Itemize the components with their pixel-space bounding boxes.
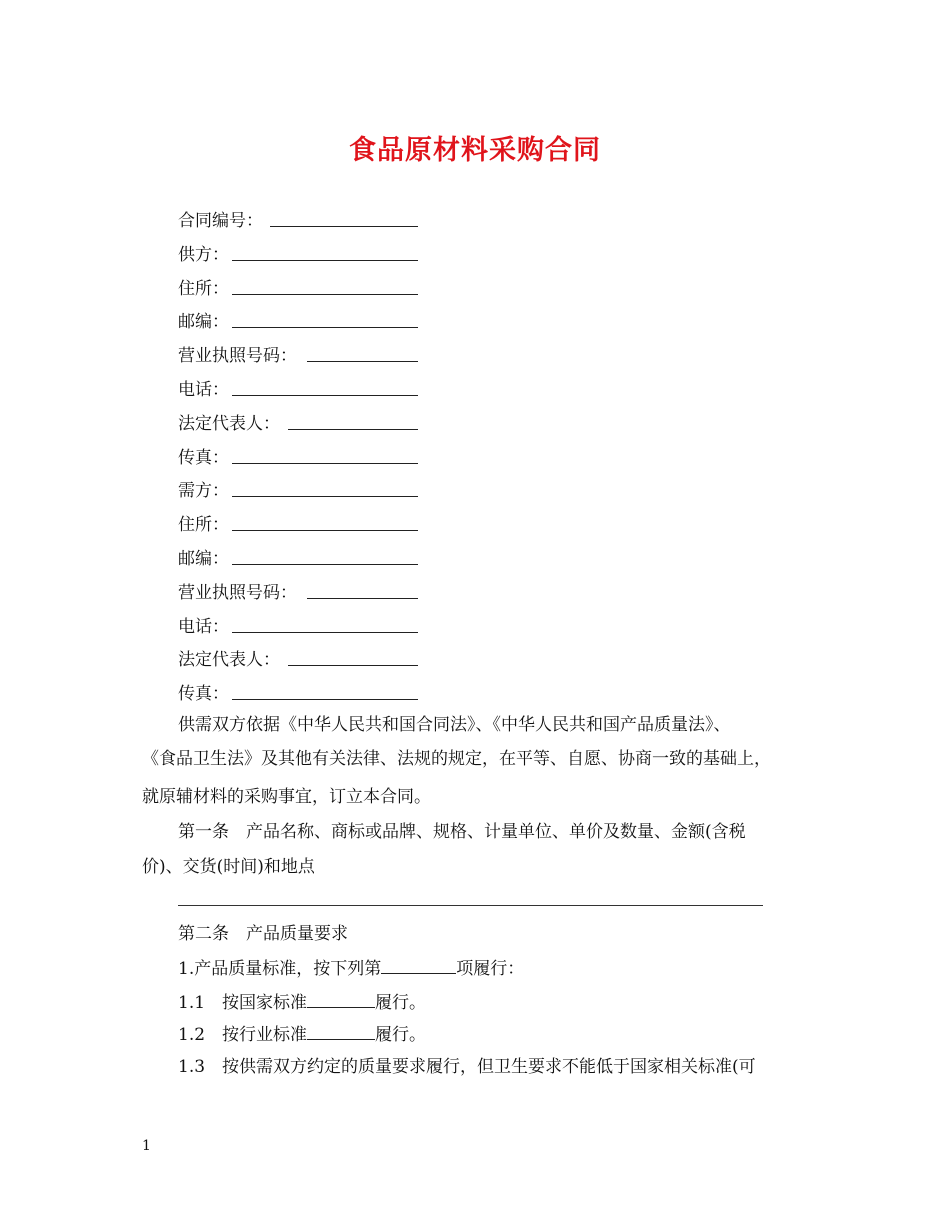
form-field-label: 需方： bbox=[178, 481, 229, 501]
quality-standard-blank[interactable] bbox=[381, 955, 456, 974]
form-field-blank[interactable] bbox=[232, 699, 418, 700]
industry-standard-text: 1.2 按行业标准 bbox=[178, 1025, 308, 1045]
form-field-label: 住所： bbox=[178, 279, 229, 299]
article-1-line-2: 价)、交货(时间)和地点 bbox=[142, 857, 315, 877]
form-field-label: 营业执照号码： bbox=[178, 583, 297, 603]
form-field-blank[interactable] bbox=[270, 226, 418, 227]
form-field-row bbox=[178, 512, 229, 538]
form-field-label: 法定代表人： bbox=[178, 650, 280, 670]
intro-line-3: 就原辅材料的采购事宜，订立本合同。 bbox=[142, 787, 431, 807]
page-number: 1 bbox=[142, 1138, 151, 1154]
form-field-blank[interactable] bbox=[232, 564, 418, 565]
article-1-line-1: 第一条 产品名称、商标或品牌、规格、计量单位、单价及数量、金额(含税 bbox=[178, 822, 746, 842]
quality-standard-text: 1.产品质量标准，按下列第 bbox=[178, 959, 382, 979]
form-field-blank[interactable] bbox=[232, 294, 418, 295]
quality-standard-text-end: 项履行： bbox=[456, 959, 525, 979]
form-field-label: 电话： bbox=[178, 380, 229, 400]
form-field-blank[interactable] bbox=[288, 429, 418, 430]
industry-standard-blank[interactable] bbox=[307, 1021, 375, 1040]
form-field-blank[interactable] bbox=[307, 361, 418, 362]
form-field-blank[interactable] bbox=[232, 496, 418, 497]
form-field-row bbox=[178, 478, 229, 504]
document-title: 食品原材料采购合同 bbox=[349, 135, 601, 166]
form-field-row bbox=[178, 377, 229, 403]
form-field-label: 合同编号： bbox=[178, 211, 263, 231]
form-field-blank[interactable] bbox=[232, 463, 418, 464]
intro-line-1: 供需双方依据《中华人民共和国合同法》、《中华人民共和国产品质量法》、 bbox=[178, 715, 731, 735]
form-field-label: 法定代表人： bbox=[178, 414, 280, 434]
form-field-row bbox=[178, 647, 280, 673]
form-field-label: 住所： bbox=[178, 515, 229, 535]
form-field-blank[interactable] bbox=[232, 395, 418, 396]
intro-line-2: 《食品卫生法》及其他有关法律、法规的规定，在平等、自愿、协商一致的基础上， bbox=[142, 749, 771, 769]
form-field-label: 传真： bbox=[178, 448, 229, 468]
form-field-label: 邮编： bbox=[178, 549, 229, 569]
form-field-row bbox=[178, 343, 297, 369]
form-field-row bbox=[178, 411, 280, 437]
national-standard-blank[interactable] bbox=[307, 989, 375, 1008]
form-field-row bbox=[178, 580, 297, 606]
quality-standard-item bbox=[178, 955, 524, 982]
national-standard-text: 1.1 按国家标准 bbox=[178, 993, 308, 1013]
industry-standard-item bbox=[178, 1021, 426, 1048]
form-field-label: 邮编： bbox=[178, 312, 229, 332]
form-field-blank[interactable] bbox=[232, 530, 418, 531]
agreed-standard-item: 1.3 按供需双方约定的质量要求履行，但卫生要求不能低于国家相关标准(可 bbox=[178, 1057, 756, 1077]
form-field-row bbox=[178, 208, 263, 234]
form-field-row bbox=[178, 276, 229, 302]
form-field-label: 传真： bbox=[178, 684, 229, 704]
form-field-row bbox=[178, 681, 229, 707]
form-field-row bbox=[178, 614, 229, 640]
national-standard-item bbox=[178, 989, 426, 1016]
form-field-blank[interactable] bbox=[232, 632, 418, 633]
article-2-heading: 第二条 产品质量要求 bbox=[178, 924, 348, 944]
form-field-label: 电话： bbox=[178, 617, 229, 637]
industry-standard-text-end: 履行。 bbox=[375, 1025, 427, 1045]
form-field-label: 营业执照号码： bbox=[178, 346, 297, 366]
form-field-row bbox=[178, 546, 229, 572]
form-field-label: 供方： bbox=[178, 245, 229, 265]
form-field-blank[interactable] bbox=[307, 598, 418, 599]
form-field-blank[interactable] bbox=[232, 260, 418, 261]
form-field-row bbox=[178, 445, 229, 471]
form-field-row bbox=[178, 309, 229, 335]
form-field-blank[interactable] bbox=[232, 327, 418, 328]
national-standard-text-end: 履行。 bbox=[375, 993, 427, 1013]
fill-in-line[interactable] bbox=[178, 905, 763, 906]
form-field-row bbox=[178, 242, 229, 268]
form-field-blank[interactable] bbox=[288, 665, 418, 666]
